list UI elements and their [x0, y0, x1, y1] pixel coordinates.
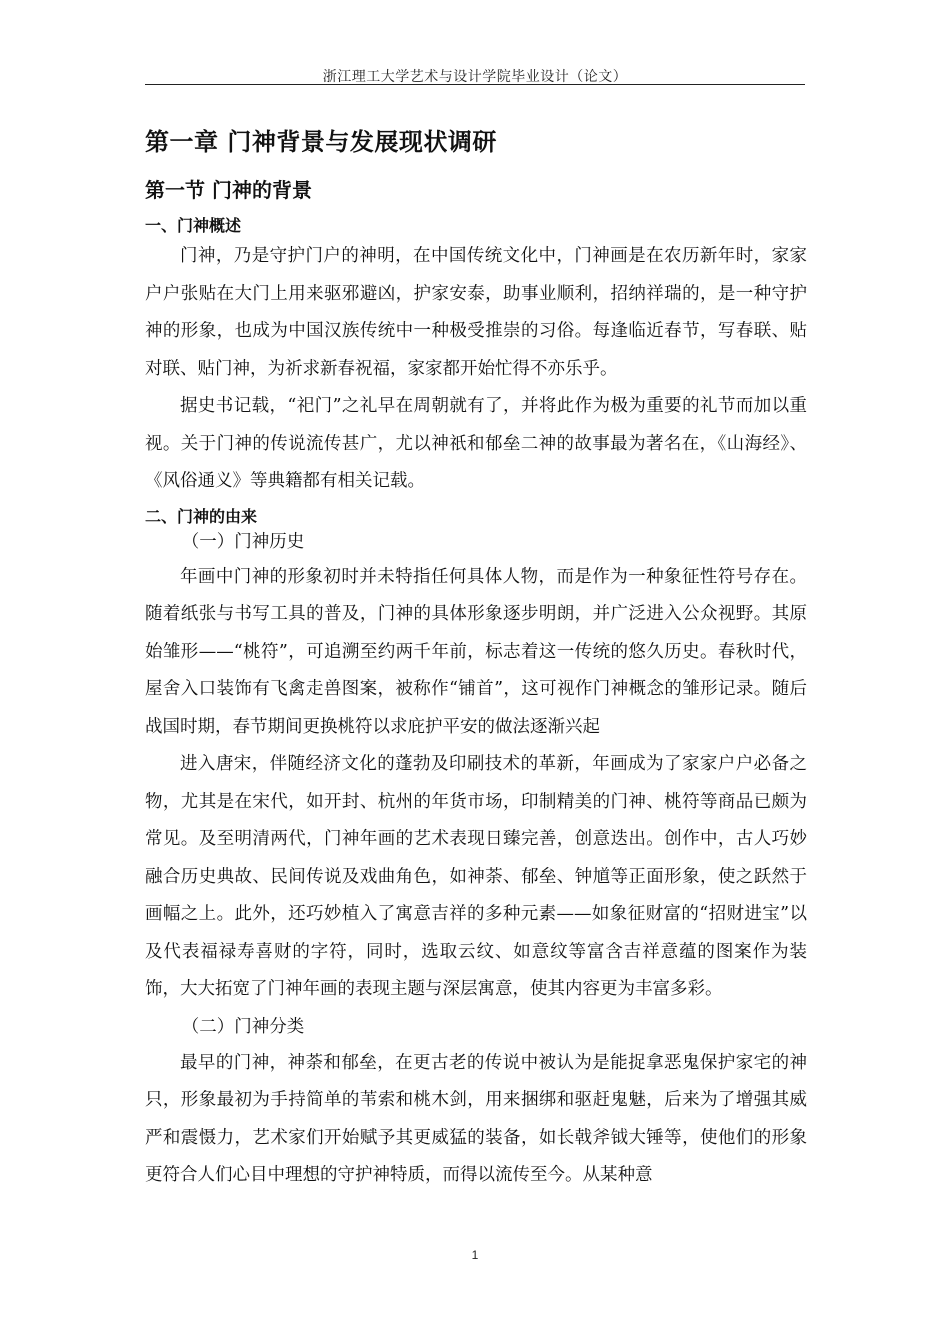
part1-heading: 一、门神概述	[145, 216, 242, 235]
subsection-title-classification: （二）门神分类	[181, 1016, 305, 1037]
paragraph: 门神，乃是守护门户的神明，在中国传统文化中，门神画是在农历新年时，家家户户张贴在大门上用来驱邪避凶，护家安泰，助事业顺利，招纳祥瑞的，是一种守护神的形象，也成为中国汉族传统中一种极受推崇的习俗。每逢临近春节，写春联、贴对联、贴门神，为祈求新春祝福，家家都开始忙得不亦乐乎。	[145, 246, 807, 379]
header-divider	[145, 84, 805, 85]
page-body	[145, 120, 807, 1195]
paragraph: 年画中门神的形象初时并未特指任何具体人物，而是作为一种象征性符号存在。随着纸张与书写工具的普及，门神的具体形象逐步明朗，并广泛进入公众视野。其原始雏形——“桃符”，可追溯至约两千年前，标志着这一传统的悠久历史。春秋时代，屋舍入口装饰有飞禽走兽图案，被称作“铺首”，这可视作门神概念的雏形记录。随后战国时期，春节期间更换桃符以求庇护平安的做法逐渐兴起	[145, 566, 807, 737]
paragraph: 最早的门神，神荼和郁垒，在更古老的传说中被认为是能捉拿恶鬼保护家宅的神只，形象最初为手持简单的苇索和桃木剑，用来捆绑和驱赶鬼魅，后来为了增强其威严和震慑力，艺术家们开始赋予其更威猛的装备，如长戟斧钺大锤等，使他们的形象更符合人们心目中理想的守护神特质，而得以流传至今。从某种意	[145, 1052, 807, 1185]
paragraph: 据史书记载，“祀门”之礼早在周朝就有了，并将此作为极为重要的礼节而加以重视。关于门神的传说流传甚广，尤以神祇和郁垒二神的故事最为著名在，《山海经》、《风俗通义》等典籍都有相关记载。	[145, 396, 807, 491]
subsection-title-history: （一）门神历史	[181, 531, 305, 552]
chapter-title: 第一章 门神背景与发展现状调研	[145, 128, 497, 156]
page-number: 1	[471, 1248, 479, 1262]
paragraph: 进入唐宋，伴随经济文化的蓬勃及印刷技术的革新，年画成为了家家户户必备之物，尤其是在宋代，如开封、杭州的年货市场，印制精美的门神、桃符等商品已颇为常见。及至明清两代，门神年画的艺术表现日臻完善，创意迭出。创作中，古人巧妙融合历史典故、民间传说及戏曲角色，如神荼、郁垒、钟馗等正面形象，使之跃然于画幅之上。此外，还巧妙植入了寓意吉祥的多种元素——如象征财富的“招财进宝”以及代表福禄寿喜财的字符，同时，选取云纹、如意纹等富含吉祥意蕴的图案作为装饰，大大拓宽了门神年画的表现主题与深层寓意，使其内容更为丰富多彩。	[145, 754, 807, 999]
section-title: 第一节 门神的背景	[145, 178, 312, 202]
part2-heading: 二、门神的由来	[145, 506, 258, 526]
running-header: 浙江理工大学艺术与设计学院毕业设计（论文）	[322, 69, 628, 85]
